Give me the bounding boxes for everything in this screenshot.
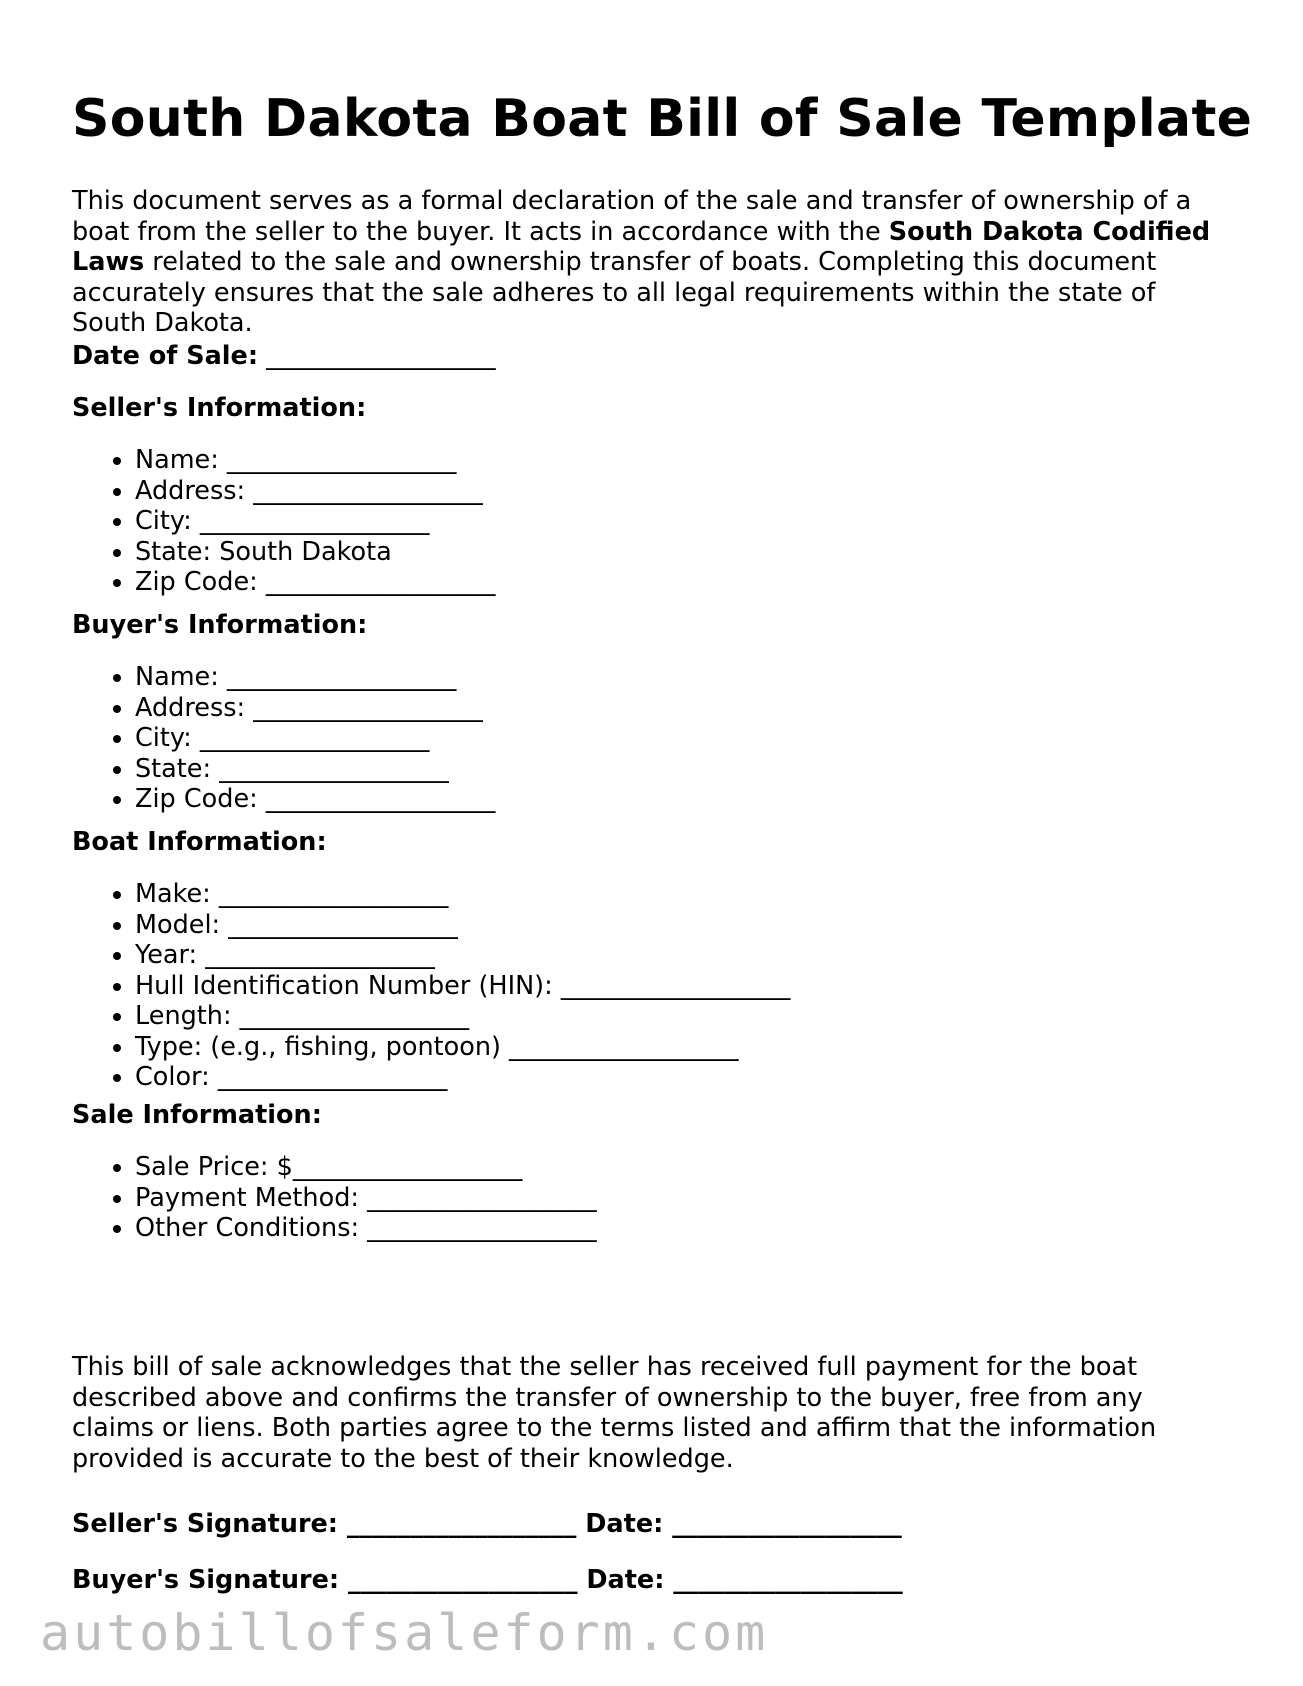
seller-city-field[interactable]: • City: __________________ xyxy=(135,506,495,537)
intro-law-name: South Dakota Codified Laws xyxy=(72,216,1211,277)
intro-paragraph xyxy=(72,186,1232,339)
boat-hin-field[interactable]: • Hull Identification Number (HIN): __________________ xyxy=(135,971,790,1002)
sale-price-field[interactable]: • Sale Price: $__________________ xyxy=(135,1152,597,1183)
buyer-heading: Buyer's Information: xyxy=(72,610,368,640)
sale-heading: Sale Information: xyxy=(72,1100,322,1130)
boat-length-field[interactable]: • Length: __________________ xyxy=(135,1001,790,1032)
buyer-signature-line[interactable]: Buyer's Signature: __________________ Date: __________________ xyxy=(72,1565,903,1595)
buyer-address-field[interactable]: • Address: __________________ xyxy=(135,693,495,724)
sale-list xyxy=(72,1152,597,1244)
seller-zip-field[interactable]: • Zip Code: __________________ xyxy=(135,567,495,598)
boat-list xyxy=(72,879,790,1093)
seller-signature-line[interactable]: Seller's Signature: __________________ Date: __________________ xyxy=(72,1509,902,1539)
buyer-name-field[interactable]: • Name: __________________ xyxy=(135,662,495,693)
date-of-sale-blank[interactable]: __________________ xyxy=(266,341,496,371)
intro-text-2: related to the sale and ownership transfer of boats. Completing this document accurately ensures that the sale adheres to all legal requirements within the state of South Dakota. xyxy=(72,247,1157,338)
boat-make-field[interactable]: • Make: __________________ xyxy=(135,879,790,910)
seller-list xyxy=(72,445,495,598)
buyer-state-field[interactable]: • State: __________________ xyxy=(135,754,495,785)
seller-address-field[interactable]: • Address: __________________ xyxy=(135,476,495,507)
date-of-sale xyxy=(72,341,496,372)
date-of-sale-label: Date of Sale: xyxy=(72,341,259,371)
payment-method-field[interactable]: • Payment Method: __________________ xyxy=(135,1183,597,1214)
buyer-zip-field[interactable]: • Zip Code: __________________ xyxy=(135,784,495,815)
other-conditions-field[interactable]: • Other Conditions: __________________ xyxy=(135,1213,597,1244)
buyer-city-field[interactable]: • City: __________________ xyxy=(135,723,495,754)
seller-heading: Seller's Information: xyxy=(72,393,367,423)
seller-state-field: • State: South Dakota xyxy=(135,537,495,568)
closing-paragraph: This bill of sale acknowledges that the seller has received full payment for the boat described above and confirms the transfer of ownership to the buyer, free from any claims or liens. Both parties agree to the terms listed and affirm that the information provided is accurate to the best of their knowledge. xyxy=(72,1352,1157,1474)
seller-name-field[interactable]: • Name: __________________ xyxy=(135,445,495,476)
boat-color-field[interactable]: • Color: __________________ xyxy=(135,1062,790,1093)
buyer-list xyxy=(72,662,495,815)
boat-year-field[interactable]: • Year: __________________ xyxy=(135,940,790,971)
boat-type-field[interactable]: • Type: (e.g., fishing, pontoon) __________________ xyxy=(135,1032,790,1063)
boat-heading: Boat Information: xyxy=(72,827,327,857)
boat-model-field[interactable]: • Model: __________________ xyxy=(135,910,790,941)
page-title: South Dakota Boat Bill of Sale Template xyxy=(72,89,1253,149)
watermark-text: autobillofsaleform.com xyxy=(40,1604,769,1662)
intro-text-1: This document serves as a formal declaration of the sale and transfer of ownership of a boat from the seller to the buyer. It acts in accordance with the xyxy=(72,186,1192,247)
